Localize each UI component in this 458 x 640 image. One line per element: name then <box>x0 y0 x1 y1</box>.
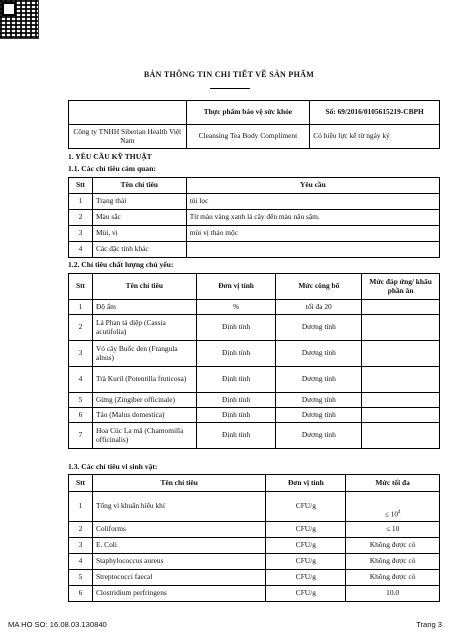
cell-name: Táo (Malus domestica) <box>92 408 196 423</box>
header-table <box>68 100 440 149</box>
cell-unit: Định tính <box>196 341 276 367</box>
header-document-number: Số: 69/2016/0105615219-CBPH <box>310 101 440 125</box>
table-row <box>69 341 440 367</box>
cell-max-level: Không được có <box>346 570 440 586</box>
table-row <box>69 408 440 423</box>
cell-serving <box>362 315 440 341</box>
table-row <box>69 492 440 522</box>
header-product-type: Thực phẩm bảo vệ sức khỏe <box>186 101 310 125</box>
cell-unit: Định tính <box>196 393 276 408</box>
cell-declared: Dương tính <box>276 315 362 341</box>
cell-stt: 4 <box>69 367 93 393</box>
col-header-name: Tên chỉ tiêu <box>92 178 186 194</box>
cell-stt: 1 <box>69 492 93 522</box>
cell-unit: % <box>196 300 276 315</box>
footer-page-number: Trang 3 <box>416 620 442 629</box>
cell-name: Coliforms <box>92 522 266 538</box>
cell-serving <box>362 408 440 423</box>
cell-stt: 6 <box>69 408 93 423</box>
header-product-name: Cleansing Tea Body Compliment <box>186 125 310 149</box>
qr-code <box>0 0 38 38</box>
table-row <box>69 554 440 570</box>
cell-max-level: Không được có <box>346 538 440 554</box>
cell-name: Lá Phan tả diệp (Cassia acutifolia) <box>92 315 196 341</box>
table-row <box>69 393 440 408</box>
table-row <box>69 315 440 341</box>
cell-unit: Định tính <box>196 367 276 393</box>
cell-stt: 1 <box>69 300 93 315</box>
col-header-requirement: Yêu cầu <box>186 178 439 194</box>
col-header-unit: Đơn vị tính <box>196 274 276 300</box>
cell-max-level: Không được có <box>346 554 440 570</box>
header-validity: Có hiệu lực kể từ ngày ký <box>310 125 440 149</box>
cell-unit: Định tính <box>196 423 276 449</box>
section-1-1-heading: 1.1. Các chỉ tiêu cảm quan: <box>68 164 156 173</box>
cell-stt: 2 <box>69 315 93 341</box>
max-level-exponent: 4 <box>398 510 401 516</box>
table-row <box>69 522 440 538</box>
cell-stt: 5 <box>69 570 93 586</box>
cell-requirement: Từ màu vàng xanh lá cây đến màu nâu sậm. <box>186 210 439 226</box>
col-header-max-level: Mức tối đa <box>346 475 440 492</box>
cell-declared: Dương tính <box>276 341 362 367</box>
title-underline <box>210 88 250 89</box>
sensory-table <box>68 177 440 258</box>
cell-name: Staphylococcus aureus <box>92 554 266 570</box>
cell-serving <box>362 393 440 408</box>
cell-declared: tối đa 20 <box>276 300 362 315</box>
cell-unit: Định tính <box>196 315 276 341</box>
cell-stt: 3 <box>69 538 93 554</box>
cell-requirement: mùi vị thảo mộc <box>186 226 439 242</box>
cell-name: Hoa Cúc La mã (Chamomilla officinalis) <box>92 423 196 449</box>
cell-name: Vỏ cây Buốc đen (Frangula alnus) <box>92 341 196 367</box>
header-cell-blank <box>69 101 187 125</box>
col-header-stt: Stt <box>69 178 93 194</box>
cell-unit: CFU/g <box>266 554 346 570</box>
cell-name: Tổng vi khuẩn hiếu khí <box>92 492 266 522</box>
section-1-heading: 1. YÊU CẦU KỸ THUẬT <box>68 152 152 161</box>
cell-name: Độ ẩm <box>92 300 196 315</box>
cell-serving <box>362 341 440 367</box>
col-header-name: Tên chỉ tiêu <box>92 475 266 492</box>
cell-name: Các đặc tính khác <box>92 242 186 258</box>
col-header-unit: Đơn vị tính <box>266 475 346 492</box>
table-row <box>69 210 440 226</box>
cell-serving <box>362 367 440 393</box>
cell-declared: Dương tính <box>276 367 362 393</box>
table-row <box>69 242 440 258</box>
cell-stt: 2 <box>69 522 93 538</box>
cell-stt: 4 <box>69 554 93 570</box>
section-1-3-heading: 1.3. Các chỉ tiêu vi sinh vật: <box>68 462 158 471</box>
cell-stt: 1 <box>69 194 93 210</box>
table-row <box>69 423 440 449</box>
cell-declared: Dương tính <box>276 393 362 408</box>
cell-stt: 2 <box>69 210 93 226</box>
cell-unit: CFU/g <box>266 570 346 586</box>
micro-table <box>68 474 440 602</box>
cell-name: Trà Kuril (Potentilla fruticosa) <box>92 367 196 393</box>
cell-requirement: túi lọc <box>186 194 439 210</box>
cell-declared: Dương tính <box>276 408 362 423</box>
cell-requirement <box>186 242 439 258</box>
table-row <box>69 300 440 315</box>
cell-unit: CFU/g <box>266 538 346 554</box>
col-header-name: Tên chỉ tiêu <box>92 274 196 300</box>
col-header-stt: Stt <box>69 475 93 492</box>
cell-unit: CFU/g <box>266 522 346 538</box>
cell-max-level: ≤ 10 <box>346 522 440 538</box>
cell-stt: 3 <box>69 341 93 367</box>
cell-stt: 4 <box>69 242 93 258</box>
cell-name: Mùi, vị <box>92 226 186 242</box>
section-1-2-heading: 1.2. Chỉ tiêu chất lượng chủ yếu: <box>68 260 174 269</box>
cell-serving <box>362 423 440 449</box>
table-row <box>69 194 440 210</box>
table-row <box>69 538 440 554</box>
cell-declared: Dương tính <box>276 423 362 449</box>
cell-name: Trạng thái <box>92 194 186 210</box>
table-row <box>69 586 440 602</box>
document-title: BẢN THÔNG TIN CHI TIẾT VỀ SẢN PHẨM <box>143 70 315 79</box>
quality-table <box>68 273 440 449</box>
cell-max-level: 10.0 <box>346 586 440 602</box>
footer-file-number: MA HO SO: 16.08.03.130840 <box>8 620 107 629</box>
cell-name: Clostridium perfringens <box>92 586 266 602</box>
col-header-stt: Stt <box>69 274 93 300</box>
cell-stt: 6 <box>69 586 93 602</box>
col-header-serving-level: Mức đáp ứng/ khẩu phần ăn <box>362 274 440 300</box>
cell-unit: CFU/g <box>266 492 346 522</box>
cell-stt: 3 <box>69 226 93 242</box>
cell-stt: 5 <box>69 393 93 408</box>
cell-name: E. Coli <box>92 538 266 554</box>
max-level-value: ≤ 10 <box>384 509 399 519</box>
cell-serving <box>362 300 440 315</box>
cell-name: Gừng (Zingiber officinale) <box>92 393 196 408</box>
cell-stt: 7 <box>69 423 93 449</box>
table-row <box>69 226 440 242</box>
cell-unit: Định tính <box>196 408 276 423</box>
table-row <box>69 367 440 393</box>
cell-name: Màu sắc <box>92 210 186 226</box>
table-row <box>69 570 440 586</box>
header-company: Công ty TNHH Siberian Health Việt Nam <box>69 125 187 149</box>
cell-name: Streptococci faecal <box>92 570 266 586</box>
cell-unit: CFU/g <box>266 586 346 602</box>
cell-max-level <box>346 492 440 522</box>
col-header-declared-level: Mức công bố <box>276 274 362 300</box>
